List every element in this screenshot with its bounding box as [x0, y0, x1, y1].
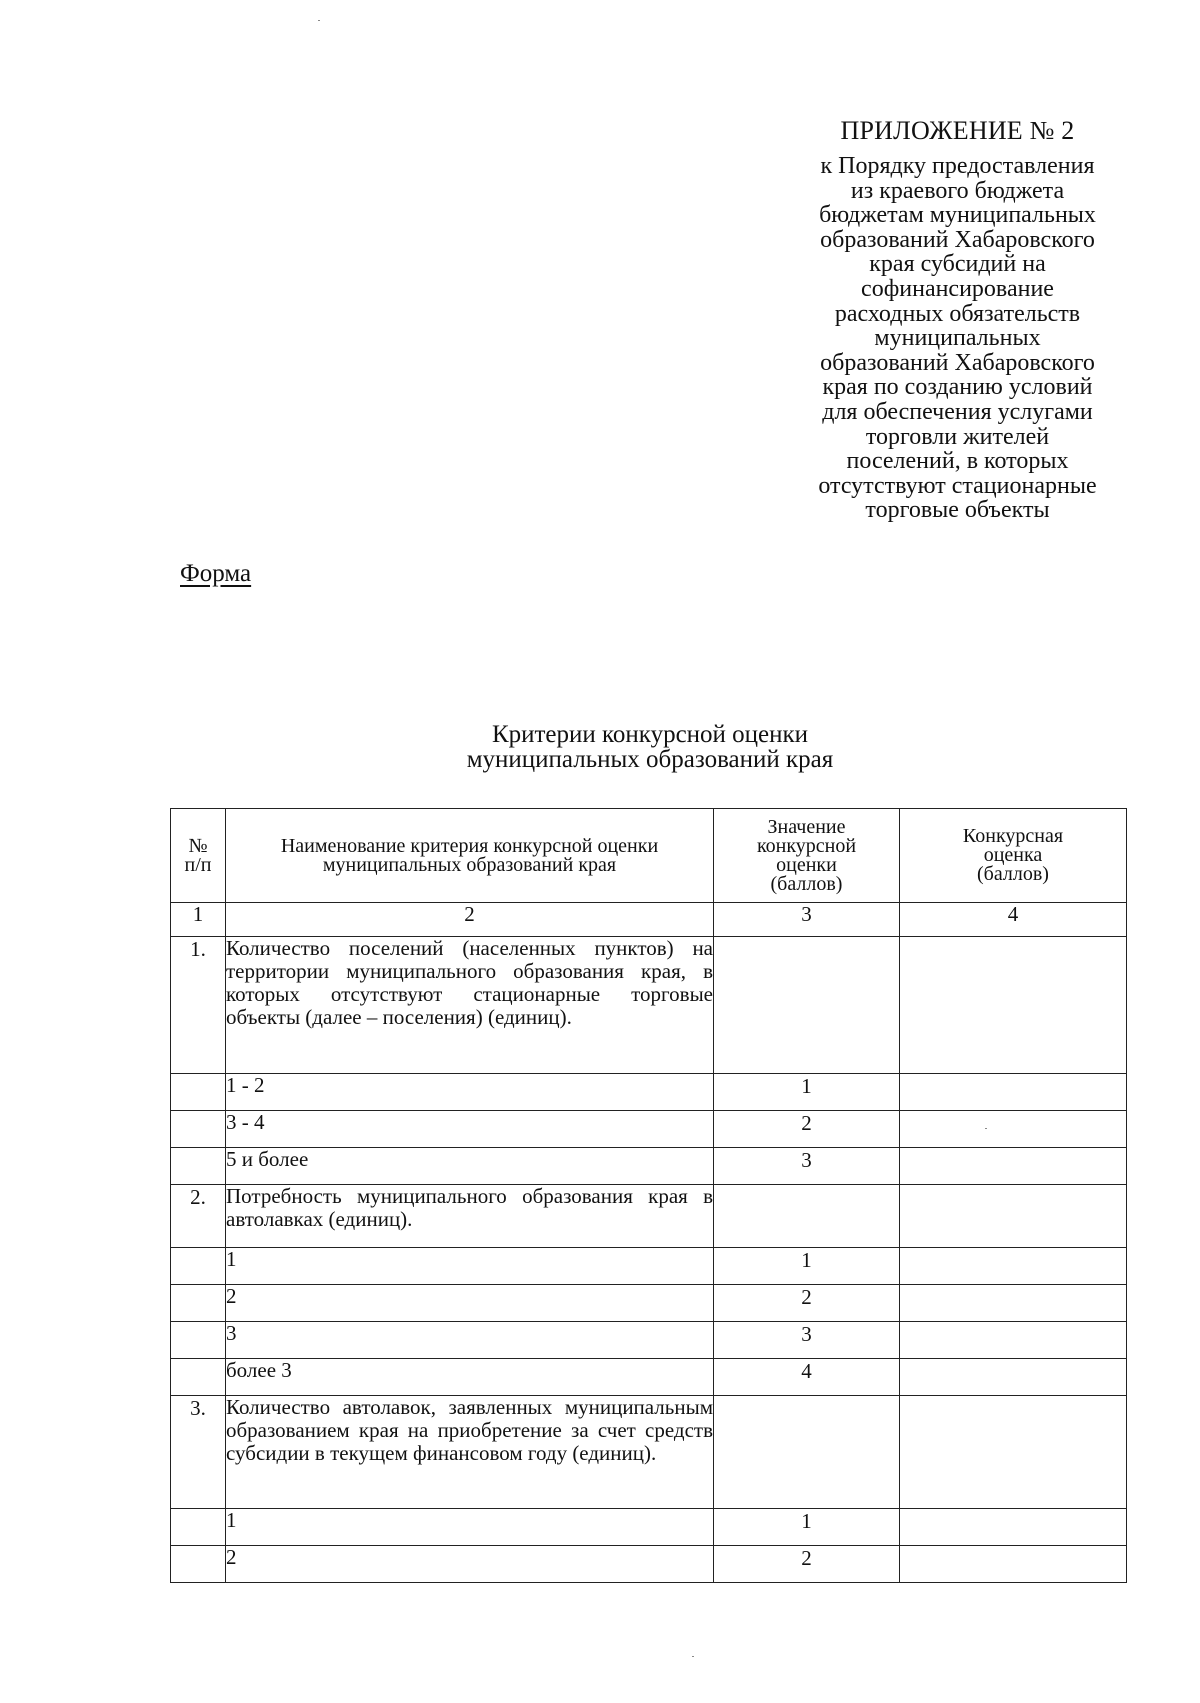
row-value: 2	[714, 1546, 900, 1583]
table-header-row	[171, 809, 1127, 903]
row-num	[171, 1546, 226, 1583]
row-criterion: 2	[226, 1285, 714, 1322]
scan-speck	[692, 1656, 694, 1657]
row-score	[900, 937, 1127, 1074]
row-num	[171, 1322, 226, 1359]
header-value: Значение конкурсной оценки (баллов)	[714, 809, 900, 903]
table-row	[171, 1285, 1127, 1322]
scan-speck	[318, 20, 320, 21]
appendix-body: к Порядку предоставления из краевого бюджета бюджетам муниципальных образований Хабаровского края субсидий на софинансирование расходных обязательств муниципальных образований Хабаровского края по созданию условий для обеспечения услугами торговли жителей поселений, в которых отсутствуют стационарные торговые объекты	[818, 153, 1097, 524]
row-score	[900, 1509, 1127, 1546]
table-row	[171, 1248, 1127, 1285]
table-row	[171, 1546, 1127, 1583]
row-score	[900, 1546, 1127, 1583]
table-row	[171, 1074, 1127, 1111]
column-number: 2	[226, 903, 714, 937]
table-row	[171, 1509, 1127, 1546]
row-criterion: Потребность муниципального образования края в автолавках (единиц).	[226, 1185, 714, 1248]
row-num	[171, 1248, 226, 1285]
header-num: № п/п	[171, 809, 226, 903]
row-criterion: 3 - 4	[226, 1111, 714, 1148]
row-value	[714, 937, 900, 1074]
row-criterion: 1 - 2	[226, 1074, 714, 1111]
row-criterion: 1	[226, 1248, 714, 1285]
row-num	[171, 1148, 226, 1185]
table-title-line-1: Критерии конкурсной оценки	[491, 721, 809, 748]
row-criterion: 5 и более	[226, 1148, 714, 1185]
row-num	[171, 1359, 226, 1396]
table-title-line-2: муниципальных образований края	[466, 746, 834, 773]
appendix-block	[775, 116, 1140, 523]
criteria-table	[170, 808, 1127, 1583]
row-value: 3	[714, 1322, 900, 1359]
table-row	[171, 937, 1127, 1074]
row-value: 1	[714, 1074, 900, 1111]
table-row	[171, 1185, 1127, 1248]
row-num: 2.	[171, 1185, 226, 1248]
header-name: Наименование критерия конкурсной оценки муниципальных образований края	[226, 809, 714, 903]
row-value: 2	[714, 1111, 900, 1148]
table-row	[171, 1396, 1127, 1509]
row-criterion: 1	[226, 1509, 714, 1546]
column-number: 4	[900, 903, 1127, 937]
row-value: 4	[714, 1359, 900, 1396]
table-row	[171, 1322, 1127, 1359]
row-score	[900, 1322, 1127, 1359]
table-title	[300, 722, 1000, 772]
table-row	[171, 1148, 1127, 1185]
row-score	[900, 1185, 1127, 1248]
row-num	[171, 1509, 226, 1546]
row-criterion: 2	[226, 1546, 714, 1583]
header-score: Конкурсная оценка (баллов)	[900, 809, 1127, 903]
row-score	[900, 1285, 1127, 1322]
appendix-title: ПРИЛОЖЕНИЕ № 2	[840, 116, 1075, 145]
column-number: 1	[171, 903, 226, 937]
row-score	[900, 1248, 1127, 1285]
row-value: 2	[714, 1285, 900, 1322]
row-score	[900, 1148, 1127, 1185]
row-score	[900, 1074, 1127, 1111]
row-num	[171, 1074, 226, 1111]
row-value: 1	[714, 1509, 900, 1546]
column-number: 3	[714, 903, 900, 937]
table-row	[171, 1111, 1127, 1148]
column-number-row	[171, 903, 1127, 937]
row-num: 3.	[171, 1396, 226, 1509]
row-criterion: более 3	[226, 1359, 714, 1396]
row-criterion: 3	[226, 1322, 714, 1359]
row-num: 1.	[171, 937, 226, 1074]
row-num	[171, 1285, 226, 1322]
row-score	[900, 1359, 1127, 1396]
row-value	[714, 1396, 900, 1509]
row-criterion: Количество поселений (населенных пунктов) на территории муниципального образования края, в которых отсутствуют стационарные торговые объекты (далее – поселения) (единиц).	[226, 937, 714, 1074]
row-value	[714, 1185, 900, 1248]
row-value: 3	[714, 1148, 900, 1185]
row-num	[171, 1111, 226, 1148]
row-value: 1	[714, 1248, 900, 1285]
table-row	[171, 1359, 1127, 1396]
row-score	[900, 1111, 1127, 1148]
row-criterion: Количество автолавок, заявленных муниципальным образованием края на приобретение за счет средств субсидии в текущем финансовом году (единиц).	[226, 1396, 714, 1509]
row-score	[900, 1396, 1127, 1509]
form-label: Форма	[180, 560, 252, 587]
